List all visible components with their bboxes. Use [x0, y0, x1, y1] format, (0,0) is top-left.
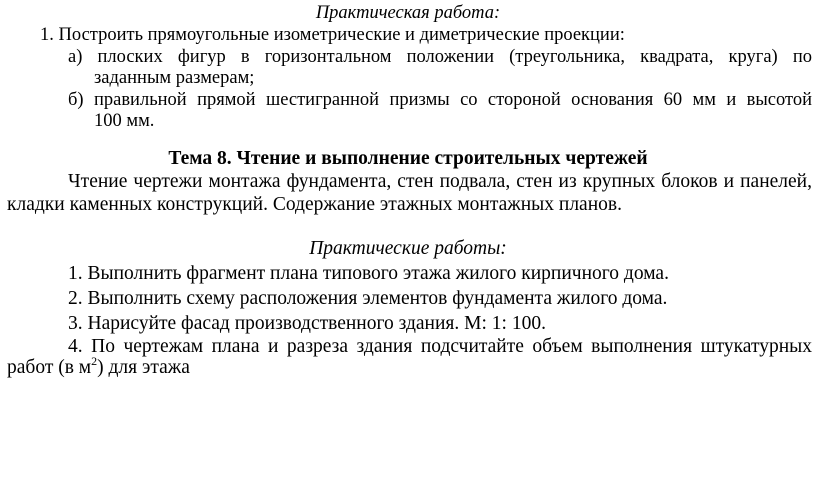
practical-works-item-4-line-1: 4. По чертежам плана и разреза здания подсчитайте объем выполнения штукатурных: [68, 336, 812, 357]
item-4-text-start: работ (в м: [7, 357, 92, 378]
square-superscript: 2: [91, 354, 98, 368]
practical-works-heading: Практические работы:: [309, 238, 507, 259]
practical-item-b-line-2: 100 мм.: [94, 111, 155, 131]
topic-paragraph-line-1: Чтение чертежи монтажа фундамента, стен подвала, стен из крупных блоков и панелей,: [68, 171, 812, 192]
practical-works-item-2: 2. Выполнить схему расположения элементов фундамента жилого дома.: [68, 288, 668, 309]
practical-works-item-4-line-2: [7, 354, 190, 379]
item-4-text-end: ) для этажа: [97, 357, 190, 378]
practical-item-a-line-2: заданным размерам;: [94, 68, 255, 88]
practical-work-heading: Практическая работа:: [315, 3, 501, 23]
practical-works-item-3: 3. Нарисуйте фасад производственного здания. М: 1: 100.: [68, 313, 546, 334]
practical-works-item-1: 1. Выполнить фрагмент плана типового этажа жилого кирпичного дома.: [68, 263, 669, 284]
practical-item-b-line-1: б) правильной прямой шестигранной призмы со стороной основания 60 мм и высотой: [68, 90, 812, 110]
practical-item-a-line-1: а) плоских фигур в горизонтальном положении (треугольника, квадрата, круга) по: [68, 47, 812, 67]
practical-item-1: 1. Построить прямоугольные изометрические и диметрические проекции:: [40, 25, 625, 45]
topic-8-title: Тема 8. Чтение и выполнение строительных чертежей: [168, 148, 648, 169]
topic-paragraph-line-2: кладки каменных конструкций. Содержание этажных монтажных планов.: [7, 194, 622, 215]
